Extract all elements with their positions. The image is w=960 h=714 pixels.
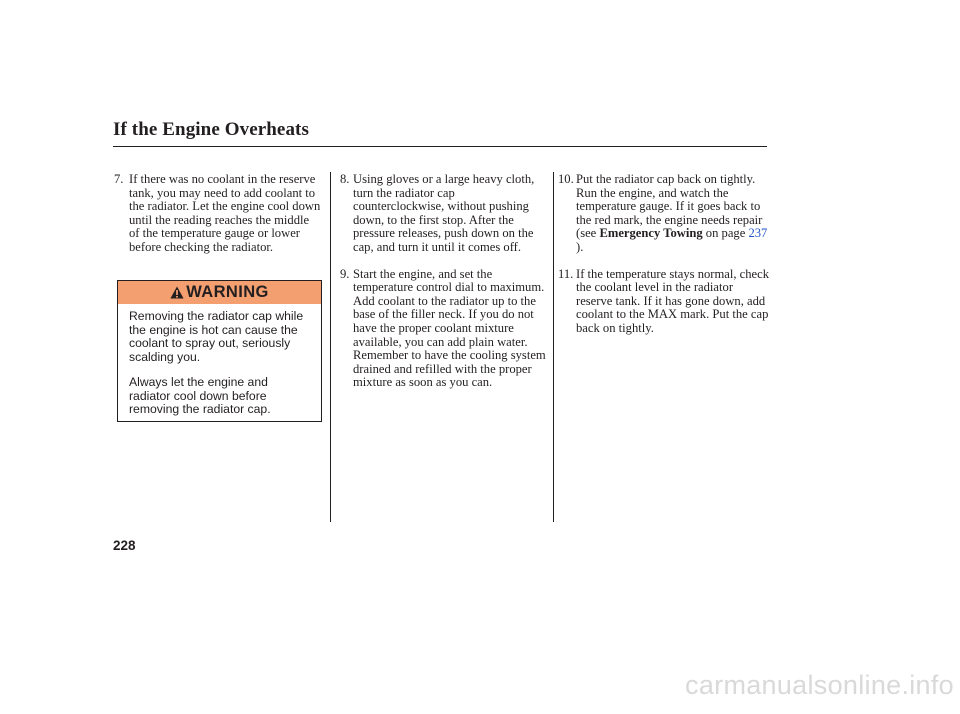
step-text (576, 173, 771, 255)
warning-box (117, 280, 322, 422)
step-text: If there was no coolant in the reserve tank, you may need to add coolant to the radiator. Let the engine cool down until the reading reaches the middle of the temperature gauge or lower before checking the radiator. (129, 172, 321, 254)
warning-triangle-icon (170, 286, 184, 299)
page-number: 228 (113, 538, 136, 553)
step-text: If the temperature stays normal, check the coolant level in the radiator reserve tank. If it has gone down, add coolant to the MAX mark. Put the cap back on tightly. (576, 266, 770, 335)
column-1 (114, 173, 324, 255)
step-9 (340, 268, 548, 390)
step-8 (340, 173, 548, 255)
emergency-towing-reference: Emergency Towing (599, 226, 703, 241)
column-divider-left (330, 172, 331, 522)
reference-connector: on page (702, 226, 749, 241)
step-number: 10. (558, 172, 574, 186)
step-7 (114, 173, 324, 255)
step-text: Using gloves or a large heavy cloth, turn the radiator cap counterclockwise, without pushing down, to the first stop. After the pressure releases, push down on the cap, and turn it until it comes off. (353, 172, 535, 254)
step-text: Start the engine, and set the temperature control dial to maximum. Add coolant to the radiator up to the base of the filler neck. If you do not have the proper coolant mixture available, you can add plain water. Remember to have the cooling system drained and refilled with the proper mixture as soon as you can. (353, 266, 546, 390)
column-2 (340, 173, 548, 390)
column-3 (558, 173, 773, 336)
step-number: 9. (340, 266, 350, 281)
watermark: carmanualsonline.info (685, 670, 954, 700)
warning-paragraph: Always let the engine and radiator cool down before removing the radiator cap. (129, 375, 271, 416)
step-number: 8. (340, 172, 350, 186)
warning-body (118, 304, 321, 417)
page-title: If the Engine Overheats (113, 119, 309, 140)
warning-header (118, 281, 321, 304)
warning-paragraph: Removing the radiator cap while the engine is hot can cause the coolant to spray out, seriously scalding you. (129, 309, 304, 364)
reference-end: ). (576, 239, 584, 254)
step-10 (558, 173, 773, 255)
step-number: 7. (114, 172, 124, 186)
step-number: 11. (558, 266, 574, 281)
warning-label: WARNING (186, 283, 269, 301)
column-divider-right (553, 172, 554, 522)
title-rule (113, 146, 767, 147)
step-text-main: Put the radiator cap back on tightly. Run the engine, and watch the temperature gauge. If it goes back to the red mark, the engine needs repair (see (576, 172, 763, 241)
page-237-link[interactable]: 237 (748, 226, 768, 241)
step-11 (558, 268, 773, 336)
